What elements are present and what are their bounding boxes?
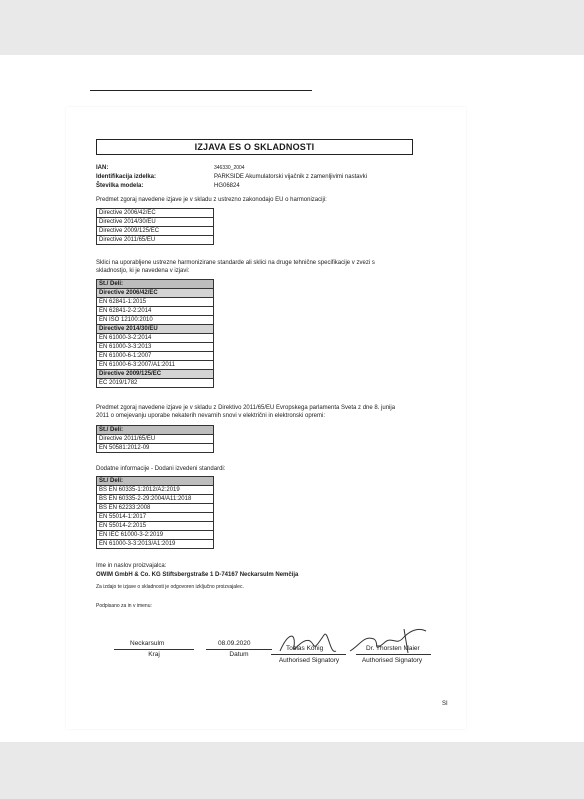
table-row	[97, 504, 214, 513]
identification-value: PARKSIDE Akumulatorski vijačnik z zamenljivimi nastavki	[214, 174, 367, 180]
product-info	[96, 164, 446, 190]
table-row	[97, 334, 214, 343]
table-cell: BS EN 62233:2008	[97, 504, 214, 513]
date-value: 08.09.2020	[218, 640, 251, 647]
standards-paragraph-line2: skladnostjo, ki je navedena v izjavi:	[96, 268, 190, 274]
model-value: HG06824	[214, 183, 240, 189]
table-row	[97, 426, 214, 435]
table-cell: EN ISO 12100:2010	[97, 316, 214, 325]
table-row	[97, 486, 214, 495]
signatory-1-line	[271, 654, 346, 655]
table-cell: EN 62841-2-2:2014	[97, 307, 214, 316]
table-row	[97, 218, 214, 227]
table-row	[97, 289, 214, 298]
table-cell: EN 61000-3-3:2013	[97, 343, 214, 352]
rohs-table	[96, 425, 214, 453]
place-line	[114, 649, 194, 650]
harmonization-paragraph: Predmet zgoraj navedene izjave je v skladu z ustrezno zakonodajo EU o harmonizaciji:	[96, 197, 327, 203]
signature-2-icon	[344, 623, 434, 661]
table-row	[97, 227, 214, 236]
additional-standards-table	[96, 476, 214, 549]
table-cell: Št./ Deli:	[97, 477, 214, 486]
manufacturer-value: OWIM GmbH & Co. KG Stiftsbergstraße 1 D-74167 Neckarsulm Nemčija	[96, 572, 299, 578]
signature-block	[66, 637, 466, 687]
standards-table	[96, 279, 214, 388]
date-label: Datum	[229, 651, 249, 658]
table-row	[97, 352, 214, 361]
table-cell: Directive 2011/65/EU	[97, 435, 214, 444]
place-value: Neckarsulm	[130, 640, 165, 647]
table-row	[97, 343, 214, 352]
date-line	[206, 649, 272, 650]
table-cell: EN 62841-1:2015	[97, 298, 214, 307]
table-cell: Directive 2014/30/EU	[97, 218, 214, 227]
place-label: Kraj	[148, 651, 160, 658]
table-cell: BS EN 60335-1:2012/A2:2019	[97, 486, 214, 495]
rohs-paragraph-line1: Predmet zgoraj navedene izjave je v skladu z Direktivo 2011/65/EU Evropskega parlamenta Sveta z dne 8. junija	[96, 405, 396, 411]
signed-for-note: Podpisano za in v imenu:	[96, 603, 152, 609]
signatory-1-role: Authorised Signatory	[278, 657, 340, 664]
table-cell: EN 50581:2012-09	[97, 444, 214, 453]
ian-label: IAN:	[96, 165, 109, 171]
table-row	[97, 435, 214, 444]
table-row	[97, 316, 214, 325]
declaration-scan	[66, 107, 466, 729]
table-row	[97, 298, 214, 307]
table-row	[97, 444, 214, 453]
table-cell: Št./ Deli:	[97, 280, 214, 289]
standards-paragraph-line1: Sklici na uporabljene ustrezne harmonizirane standarde ali sklici na druge tehnične specifikacije v zvezi s	[96, 260, 375, 266]
table-row	[97, 209, 214, 218]
table-row	[97, 495, 214, 504]
table-cell: Directive 2006/42/EC	[97, 289, 214, 298]
table-cell: Directive 2009/125/EC	[97, 227, 214, 236]
header-rule	[90, 90, 312, 91]
signatory-2-role: Authorised Signatory	[361, 657, 423, 664]
signatory-1-name: Tobias König	[286, 645, 324, 652]
table-row	[97, 531, 214, 540]
model-label: Številka modela:	[96, 183, 144, 189]
table-cell: Directive 2011/65/EU	[97, 236, 214, 245]
table-cell: EN IEC 61000-3-2:2019	[97, 531, 214, 540]
ian-value: 346330_2004	[214, 165, 245, 171]
table-row	[97, 522, 214, 531]
table-row	[97, 513, 214, 522]
table-cell: EN 61000-6-3:2007/A1:2011	[97, 361, 214, 370]
responsibility-note: Za izdajo te izjave o skladnosti je odgovoren izključno proizvajalec.	[96, 584, 244, 590]
signatory-2-name: Dr. Thorsten Maier	[366, 645, 420, 652]
table-cell: EC 2019/1782	[97, 379, 214, 388]
document-page	[0, 55, 584, 742]
table-cell: Št./ Deli:	[97, 426, 214, 435]
directives-table	[96, 208, 214, 245]
rohs-paragraph-line2: 2011 o omejevanju uporabe nekaterih nevarnih snovi v električni in elektronski opremi:	[96, 413, 326, 419]
table-cell: Directive 2006/42/EC	[97, 209, 214, 218]
document-title: IZJAVA ES O SKLADNOSTI	[96, 139, 413, 155]
manufacturer-label: Ime in naslov proizvajalca:	[96, 563, 167, 569]
table-row	[97, 379, 214, 388]
table-row	[97, 361, 214, 370]
table-row	[97, 236, 214, 245]
additional-info-paragraph: Dodatne informacije - Dodani izvedeni standardi:	[96, 466, 226, 472]
table-cell: EN 61000-3-2:2014	[97, 334, 214, 343]
table-row	[97, 477, 214, 486]
table-row	[97, 280, 214, 289]
table-row	[97, 325, 214, 334]
identification-label: Identifikacija izdelka:	[96, 174, 157, 180]
signatory-2-line	[356, 654, 431, 655]
table-cell: EN 55014-2:2015	[97, 522, 214, 531]
table-row	[97, 307, 214, 316]
table-row	[97, 540, 214, 549]
page-number: SI	[442, 701, 448, 707]
table-cell: BS EN 60335-2-29:2004/A11:2018	[97, 495, 214, 504]
table-cell: Directive 2014/30/EU	[97, 325, 214, 334]
table-row	[97, 370, 214, 379]
table-cell: EN 61000-3-3:2013/A1:2019	[97, 540, 214, 549]
table-cell: Directive 2009/125/EC	[97, 370, 214, 379]
table-cell: EN 61000-6-1:2007	[97, 352, 214, 361]
table-cell: EN 55014-1:2017	[97, 513, 214, 522]
